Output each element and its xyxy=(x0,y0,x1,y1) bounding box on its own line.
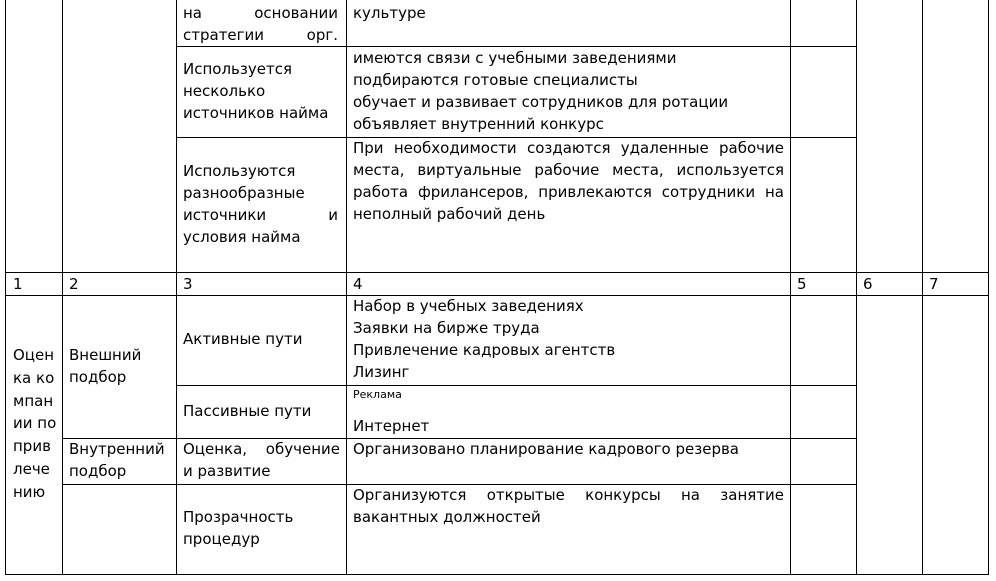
list-item: объявляет внутренний конкурс xyxy=(353,115,604,133)
external-selection-label: Внешний подбор xyxy=(69,346,142,386)
grid-line xyxy=(176,0,177,575)
column-number: 2 xyxy=(69,275,79,293)
grid-line xyxy=(176,385,857,386)
reserve-planning-text: Организовано планирование кадрового резерва xyxy=(353,440,739,458)
column-number: 6 xyxy=(863,275,873,293)
sources-list xyxy=(353,47,788,135)
active-ways-label: Активные пути xyxy=(183,330,303,348)
active-ways-list xyxy=(353,295,788,383)
column-number: 1 xyxy=(13,275,23,293)
column-number: 7 xyxy=(929,275,939,293)
grid-line xyxy=(988,0,989,575)
grid-line xyxy=(856,0,857,575)
grid-line xyxy=(62,0,63,575)
open-contests-text: Организуются открытые конкурсы на занятие вакантных должностей xyxy=(353,486,784,526)
grid-line xyxy=(790,0,791,575)
list-item: Заявки на бирже труда xyxy=(353,319,540,337)
grid-line xyxy=(346,0,347,575)
column-number: 4 xyxy=(353,275,363,293)
several-sources-label: Используется несколько источников найма xyxy=(183,60,329,122)
culture-text: культуре xyxy=(353,4,426,22)
internal-selection-label: Внутренний подбор xyxy=(69,440,165,480)
basis-label: на основании стратегии орг. xyxy=(183,4,338,44)
grid-line xyxy=(922,0,923,575)
varied-sources-label: Используются разнообразные источники и условия найма xyxy=(183,162,338,246)
advertising-note: Реклама xyxy=(353,388,402,401)
list-item: имеются связи с учебными заведениями xyxy=(353,49,677,67)
list-item: Лизинг xyxy=(353,363,410,381)
transparency-label: Прозрачность процедур xyxy=(183,508,294,548)
grid-line xyxy=(5,272,989,273)
list-item: подбираются готовые специалисты xyxy=(353,71,638,89)
list-item: обучает и развивает сотрудников для ротации xyxy=(353,93,729,111)
internet-text: Интернет xyxy=(353,417,430,435)
attraction-evaluation-label: Оценка компании по привлечению xyxy=(13,346,57,501)
remote-work-text: При необходимости создаются удаленные рабочие места, виртуальные рабочие места, используется работа фрилансеров, привлекаются сотрудники на неполный рабочий день xyxy=(353,139,784,223)
column-number: 3 xyxy=(183,275,193,293)
list-item: Привлечение кадровых агентств xyxy=(353,341,616,359)
column-number: 5 xyxy=(797,275,807,293)
list-item: Набор в учебных заведениях xyxy=(353,297,584,315)
grid-line xyxy=(5,0,6,575)
grid-line xyxy=(5,574,989,575)
training-label: Оценка, обучение и развитие xyxy=(183,440,340,480)
passive-ways-label: Пассивные пути xyxy=(183,402,312,420)
